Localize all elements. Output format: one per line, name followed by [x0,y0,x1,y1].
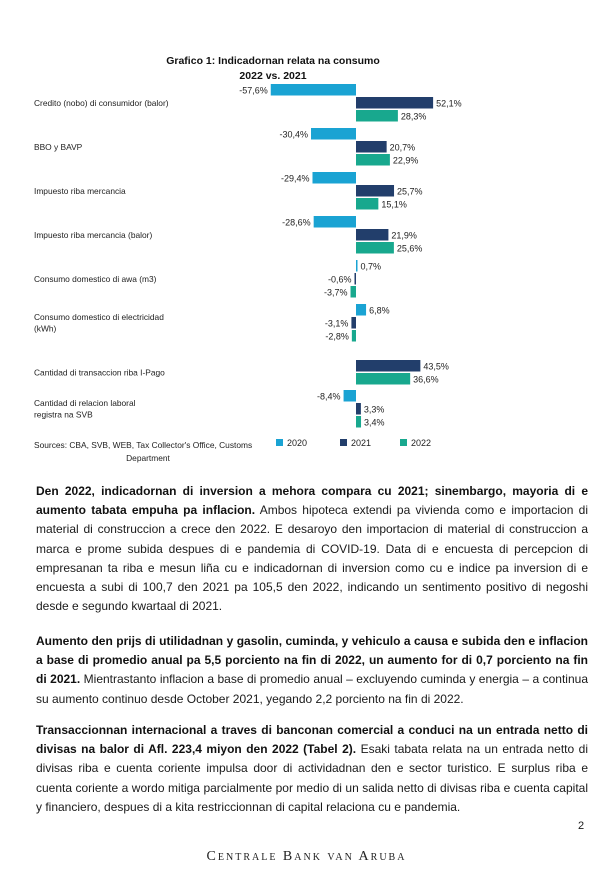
data-label-2022-8: 3,4% [364,417,385,428]
bar-2020-2 [311,128,356,140]
data-label-2020-6: 6,8% [369,305,390,316]
bar-2020-6 [356,304,366,316]
category-label-4: Impuesto riba mercancia (balor) [34,229,153,240]
data-label-2022-4: 25,6% [396,243,423,254]
paragraph-transactions-body: Esaki tabata relata na un entrada netto di divisas riba e cuenta coriente impulsa door di actividadnan den e sector turistico. E surplus riba e cuenta coriente a wordo mitiga parcialmente por medio di un salida netto di divisas riba e cuenta capital y financiero, despues di a kita restriccionnan di capital relaciona cu e pandemia. [36,742,588,814]
paragraph-investment-lead: Den 2022, indicadornan di inversion a mehora compara cu 2021; sinembargo, mayoria di e aumento tabata empuha pa inflacion. [36,484,588,518]
bar-2022-6 [352,330,356,342]
data-label-2022-2: 22,9% [392,155,419,166]
paragraph-inflation-lead: Aumento den prijs di utilidadnan y gasolin, cuminda, y vehiculo a causa e subida den e inflacion a base di promedio anual pa 5,5 porciento na fin di 2022, un aumento for di 0,7 porciento na fin di 2021. [36,634,588,687]
category-label-8: Cantidad di relacion laboral registra na SVB [34,398,136,420]
chart-bars [239,84,461,428]
data-label-2022-7: 36,6% [413,374,439,385]
paragraph-investment [36,482,588,616]
data-label-2022-1: 28,3% [400,111,427,122]
data-label-2021-7: 43,5% [423,361,449,372]
data-label-2021-3: 25,7% [397,186,423,197]
chart-subtitle: 2022 vs. 2021 [239,70,307,82]
page-number: 2 [578,820,585,832]
bar-2020-1 [271,84,356,96]
bar-2021-1 [356,97,433,109]
data-label-2021-1: 52,1% [436,98,462,109]
paragraph-investment-body: Ambos hipoteca extendi pa vivienda como e importacion di material di construccion a crece den 2022. E desaroyo den importacion di material di construccion a marca e prome subida despues di e pandemia di COVID-19. Data di e encuesta di percepcion di empresanan ta riba e mesun liña cu e indicadornan di inversion como cu e indice pa inversion di e encuesta a subi di 100,7 den 2021 pa 105,5 den 2022, indicando un sentimento positivo di negoshi desde e segundo kwartaal di 2021. [36,503,588,614]
category-label-6: Consumo domestico di electricidad (kWh) [34,312,164,334]
bar-2021-4 [356,229,388,241]
chart-legend [276,438,431,448]
chart-source-line2: Department [126,453,170,463]
bar-2020-4 [314,216,356,228]
paragraph-inflation [36,632,588,709]
bar-2021-3 [356,185,394,197]
bar-2021-6 [351,317,356,329]
data-label-2020-2: -30,4% [279,129,309,140]
data-label-2022-6: -2,8% [325,331,349,342]
bar-2020-5 [356,260,358,272]
category-label-7: Cantidad di transaccion riba I-Pago [34,367,165,378]
category-label-2: BBO y BAVP [34,141,83,152]
paragraph-transactions-lead: Transaccionnan internacional a traves di banconan comercial a conduci na un entrada netto di divisas na balor di Afl. 223,4 miyon den 2022 (Tabel 2). [36,723,588,757]
legend-swatch-2020 [276,439,283,446]
bar-2022-5 [351,286,356,298]
data-label-2020-8: -8,4% [317,391,341,402]
bar-2021-8 [356,403,361,415]
footer-bank-name: Centrale Bank van Aruba [206,849,407,864]
data-label-2020-3: -29,4% [280,173,310,184]
data-label-2021-2: 20,7% [389,142,416,153]
bar-2022-1 [356,110,398,122]
bar-2020-3 [312,172,356,184]
bar-2021-7 [356,360,420,372]
chart-category-labels [34,98,169,420]
chart-title: Grafico 1: Indicadornan relata na consumo [166,55,380,67]
data-label-2020-1: -57,6% [239,85,268,96]
legend-label-2020: 2020 [287,438,308,448]
data-label-2021-8: 3,3% [363,404,385,415]
data-label-2021-6: -3,1% [324,318,349,329]
data-label-2022-5: -3,7% [324,287,348,298]
chart-source-line1: Sources: CBA, SVB, WEB, Tax Collector's Office, Customs [34,440,253,450]
data-label-2022-3: 15,1% [381,199,407,210]
legend-swatch-2021 [340,439,347,446]
legend-swatch-2022 [400,439,407,446]
bar-2022-3 [356,198,378,210]
legend-label-2022: 2022 [411,438,432,448]
bar-2022-7 [356,373,410,385]
paragraph-international-transactions [36,721,588,817]
bar-2021-2 [356,141,387,153]
bar-2022-2 [356,154,390,166]
category-label-3: Impuesto riba mercancia [34,185,126,196]
category-label-5: Consumo domestico di awa (m3) [34,273,157,284]
data-label-2020-4: -28,6% [282,217,311,228]
paragraph-inflation-body: Mientrastanto inflacion a base di promedio anual – excluyendo cuminda y energia – a continua su aumento continuo desde October 2021, yegando 2,2 porciento na fin di 2022. [36,672,588,706]
legend-label-2021: 2021 [351,438,372,448]
bar-2022-8 [356,416,361,428]
data-label-2020-5: 0,7% [360,261,382,272]
bar-2021-5 [355,273,357,285]
category-label-1: Credito (nobo) di consumidor (balor) [34,97,169,108]
bar-2020-8 [344,390,356,402]
data-label-2021-4: 21,9% [391,230,417,241]
data-label-2021-5: -0,6% [327,274,352,285]
bar-2022-4 [356,242,394,254]
